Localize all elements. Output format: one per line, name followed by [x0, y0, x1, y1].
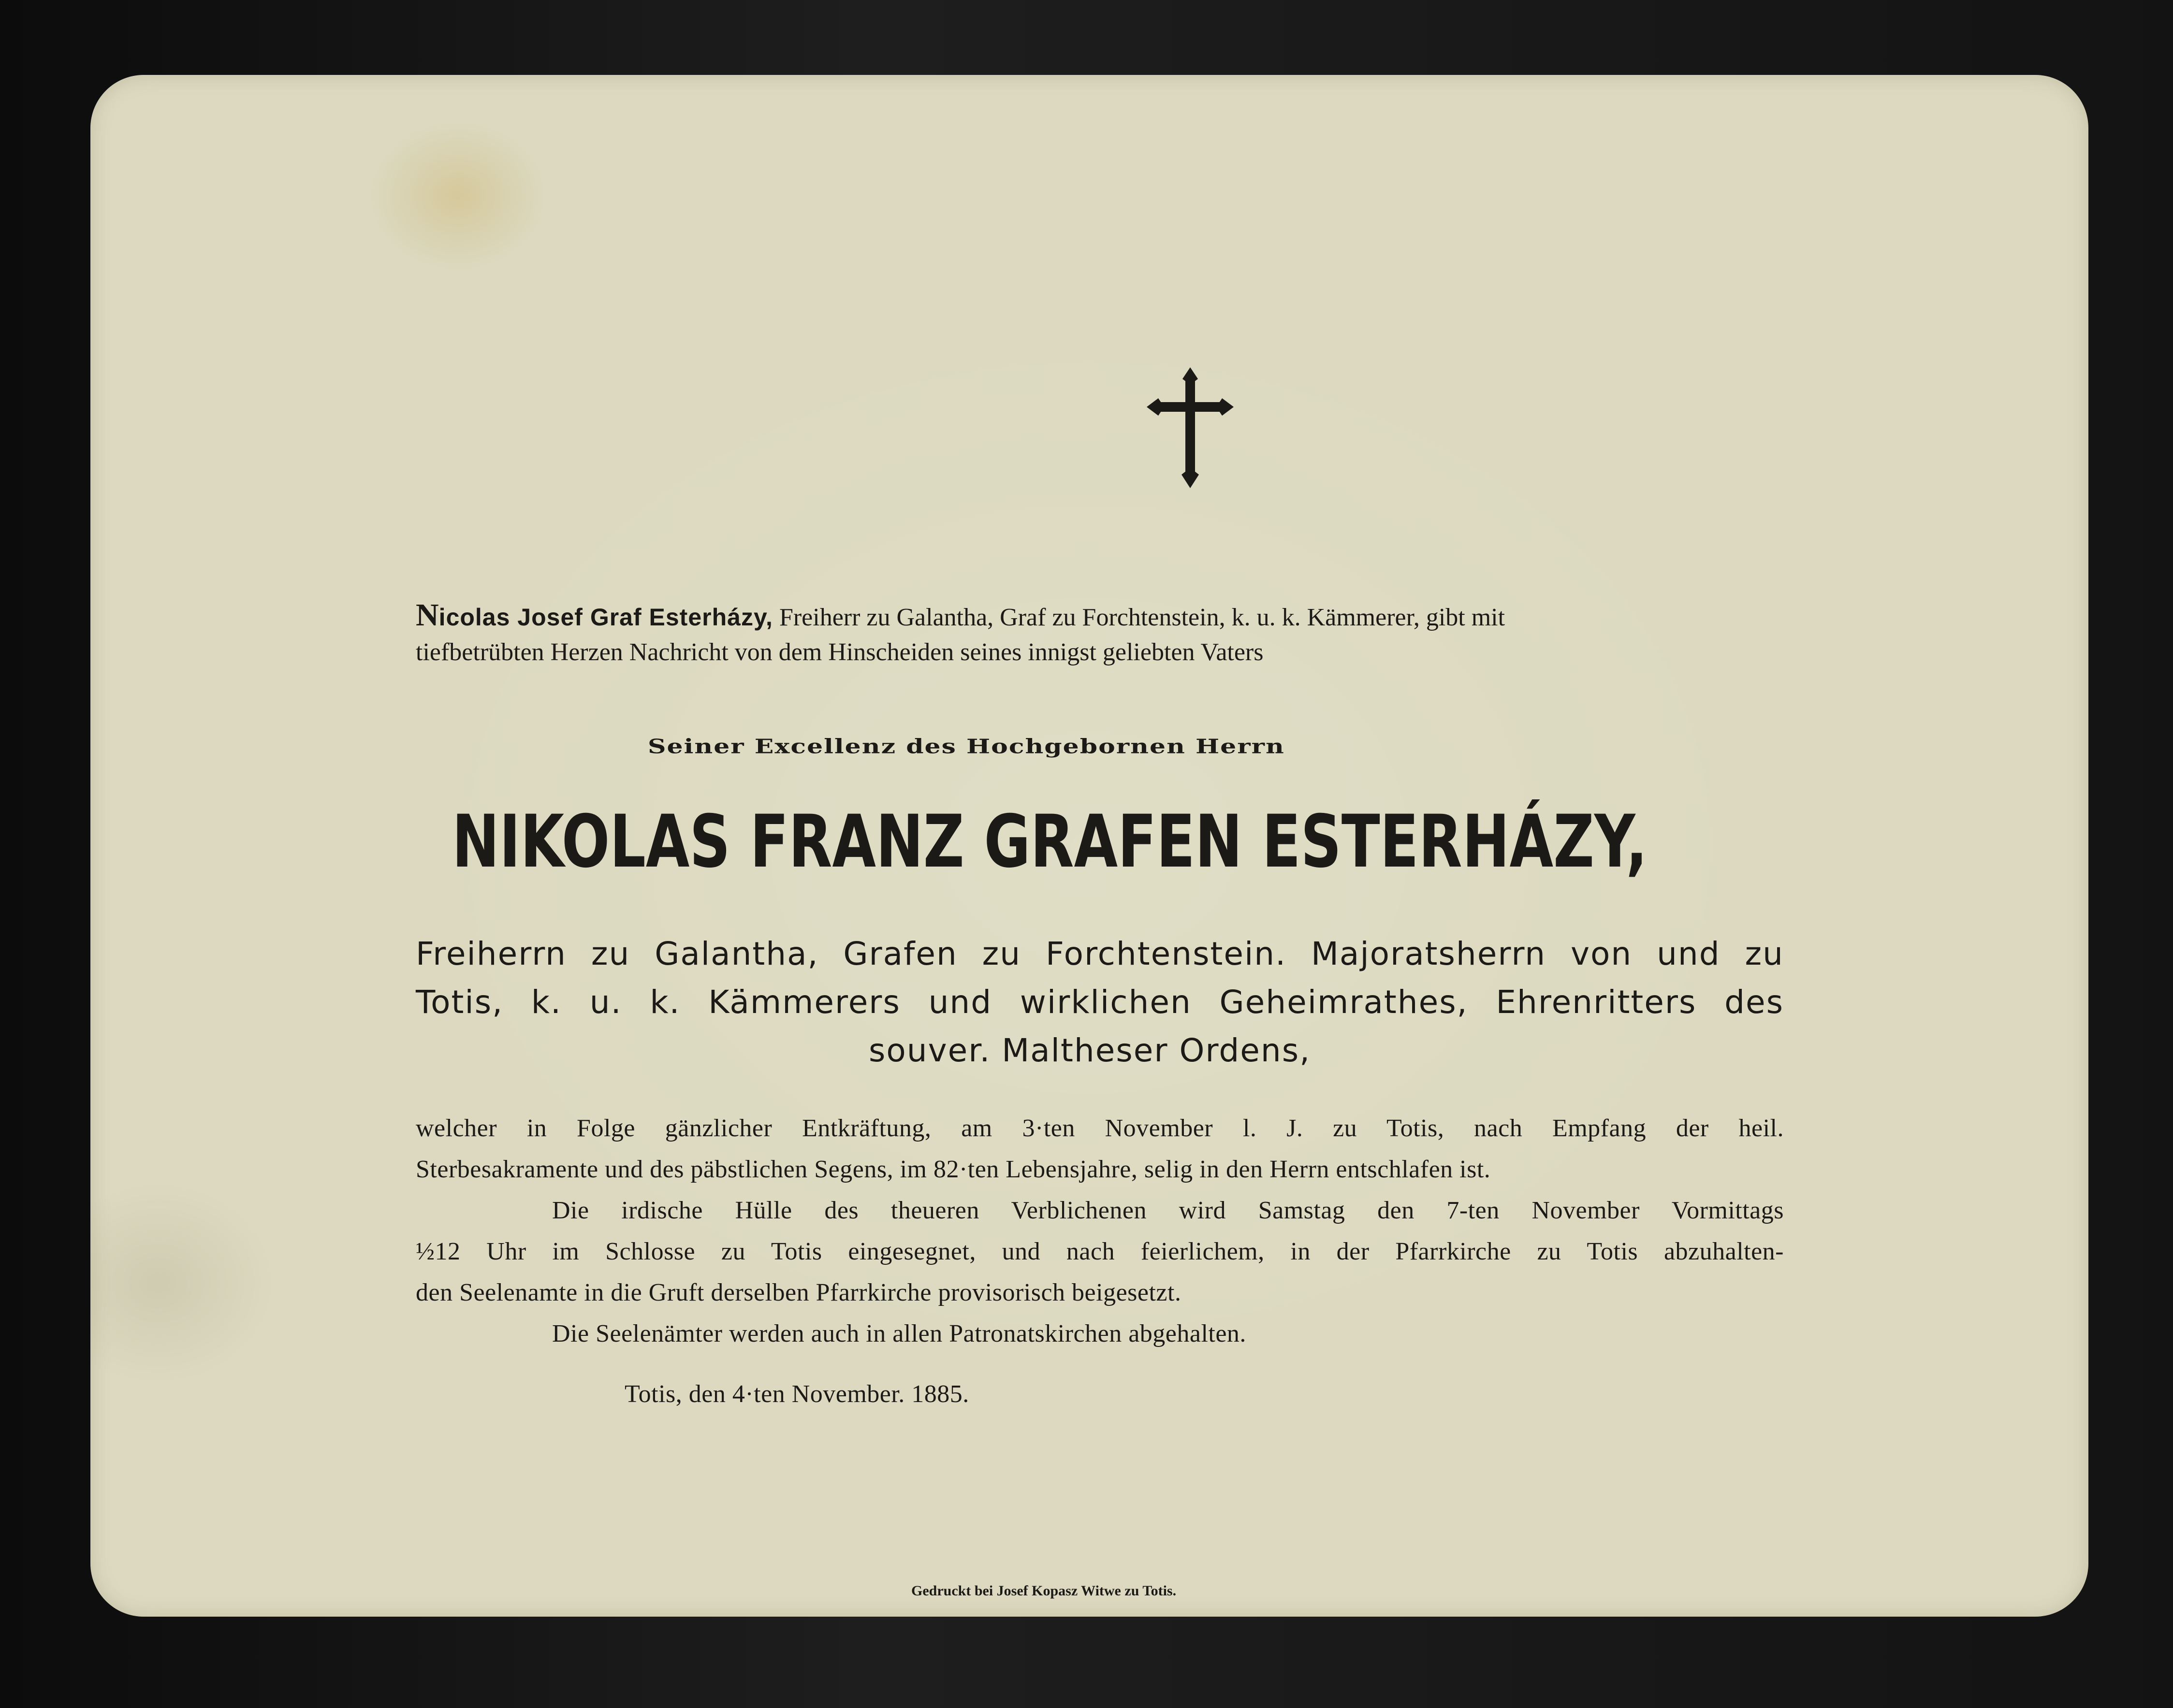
honorific-line: Seiner Excellenz des Hochgebornen Herrn — [648, 735, 1285, 758]
intro-line-1-rest: Freiherr zu Galantha, Graf zu Forchtenstein, k. u. k. Kämmerer, gibt mit — [773, 604, 1505, 631]
titles-line-3: souver. Maltheser Ordens, — [869, 1032, 1311, 1069]
body-line-4: ½12 Uhr im Schlosse zu Totis eingesegnet, und nach feierlichem, in der Pfarrkirche zu Totis abzuhalten- — [416, 1238, 1784, 1265]
place-date: Totis, den 4·ten November. 1885. — [625, 1380, 969, 1408]
intro-line-2: tiefbetrübten Herzen Nachricht von dem Hinscheiden seines innigst geliebten Vaters — [416, 638, 1264, 666]
body-line-3: Die irdische Hülle des theueren Verblichenen wird Samstag den 7-ten November Vormittags — [552, 1197, 1784, 1224]
titles-line-1: Freiherrn zu Galantha, Grafen zu Forchtenstein. Majoratsherrn von und zu — [416, 935, 1784, 972]
body-line-6: Die Seelenämter werden auch in allen Patronatskirchen abgehalten. — [552, 1320, 1246, 1347]
titles-line-2: Totis, k. u. k. Kämmerers und wirklichen Geheimrathes, Ehrenritters des — [416, 984, 1784, 1021]
drop-cap: N — [416, 597, 439, 633]
body-line-2: Sterbesakramente und des päbstlichen Segens, im 82·ten Lebensjahre, selig in den Herrn entschlafen ist. — [416, 1156, 1491, 1183]
cross-icon — [1147, 367, 1234, 488]
body-line-5: den Seelenamte in die Gruft derselben Pfarrkirche provisorisch beigesetzt. — [416, 1279, 1181, 1306]
printer-imprint: Gedruckt bei Josef Kopasz Witwe zu Totis. — [911, 1583, 1177, 1599]
body-line-1: welcher in Folge gänzlicher Entkräftung, am 3·ten November l. J. zu Totis, nach Empfang der heil. — [416, 1115, 1784, 1142]
mourning-card — [90, 75, 2088, 1617]
intro-line-1 — [416, 597, 1505, 634]
son-name: icolas Josef Graf Esterházy, — [438, 604, 773, 631]
deceased-name: NIKOLAS FRANZ GRAFEN ESTERHÁZY, — [452, 800, 1648, 884]
